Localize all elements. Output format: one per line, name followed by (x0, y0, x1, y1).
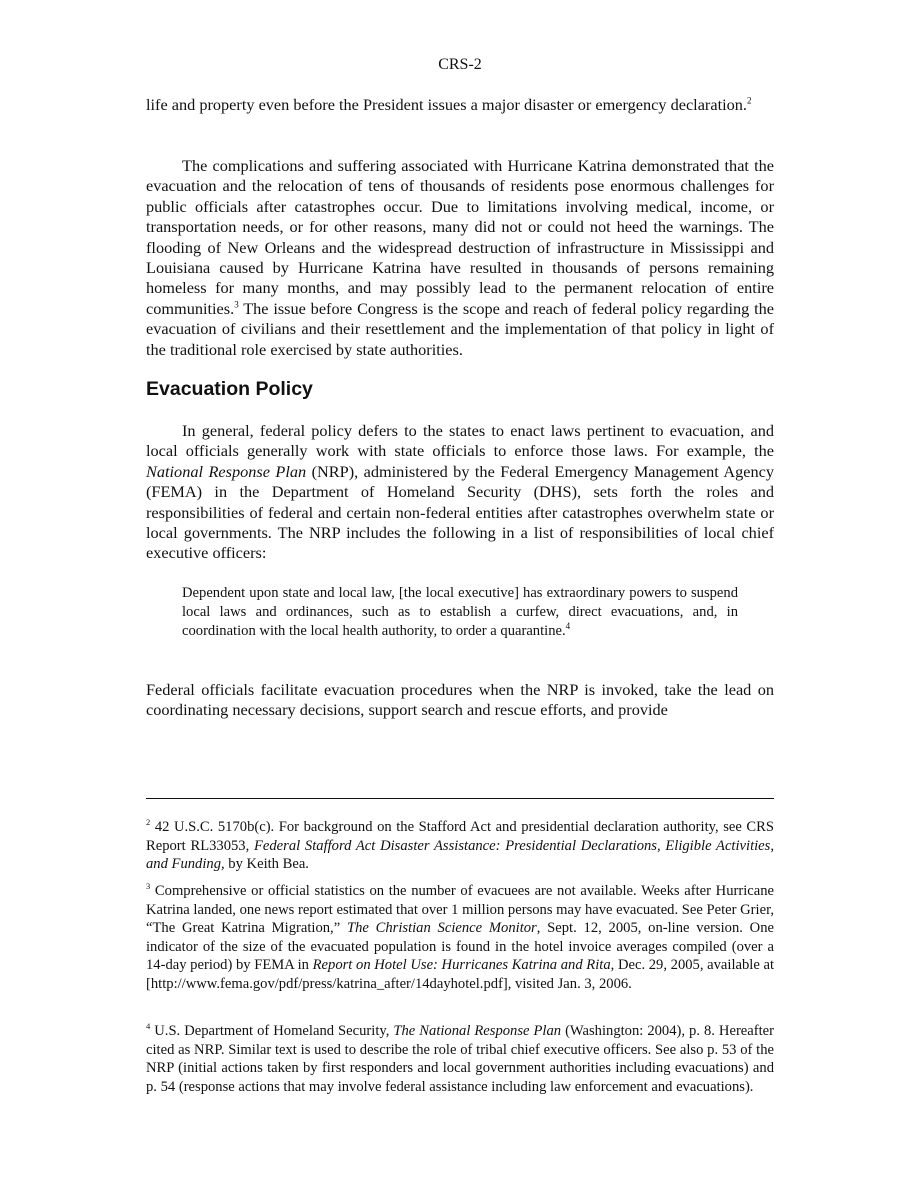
paragraph-text: The complications and suffering associated with Hurricane Katrina demonstrated that the evacuation and the relocation of tens of thousands of residents pose enormous challenges for public officials after catastrophes occur. Due to limitations involving medical, income, or transportation needs, or for other reasons, many did not or could not heed the warnings. The flooding of New Orleans and the widespread destruction of infrastructure in Mississippi and Louisiana caused by Hurricane Katrina have resulted in thousands of persons remaining homeless for many months, and may possibly lead to the permanent relocation of entire communities. (146, 156, 774, 318)
footnote-text: by Keith Bea. (224, 856, 309, 873)
document-title-italic: National Response Plan (146, 461, 307, 481)
footnote-divider (146, 798, 774, 799)
quote-text: Dependent upon state and local law, [the local executive] has extraordinary powers to suspend local laws and ordinances, such as to establish a curfew, direct evacuations, and, in coordination with the local health authority, to order a quarantine. (182, 585, 738, 639)
footnote-text: , Sept. 12, 2005, on-line version. One indicator of the size of the evacuated population is found in the hotel invoice averages compiled (over a 14-day period) by FEMA in (146, 920, 774, 974)
footnote-text: (Washington: 2004), p. 8. Hereafter cited as NRP. Similar text is used to describe the role of tribal chief executive officers. See also p. 53 of the NRP (initial actions taken by first responders and local government authorities including evacuations) and p. 54 (response actions that may involve federal assistance including law enforcement and evacuations). (146, 1023, 775, 1095)
footnote-italic: The Christian Science Monitor (346, 920, 537, 937)
paragraph-3 (146, 421, 774, 564)
paragraph-2 (146, 156, 774, 360)
paragraph-text: Federal officials facilitate evacuation procedures when the NRP is invoked, take the lead on coordinating necessary decisions, support search and rescue efforts, and provide (146, 680, 774, 720)
footnote-3 (146, 882, 774, 994)
footnote-2 (146, 818, 774, 874)
footnote-text: , Dec. 29, 2005, available at [http://www.fema.gov/pdf/press/katrina_after/14dayhotel.pdf], visited Jan. 3, 2006. (146, 957, 774, 992)
footnote-ref-2[interactable]: 2 (746, 95, 752, 106)
paragraph-1 (146, 95, 774, 115)
footnote-italic: The National Response Plan (393, 1023, 562, 1039)
paragraph-text: life and property even before the President issues a major disaster or emergency declaration. (146, 95, 747, 114)
footnote-number: 3 (146, 881, 151, 892)
paragraph-text: In general, federal policy defers to the states to enact laws pertinent to evacuation, and local officials generally work with state officials to enforce those laws. For example, the (146, 421, 774, 461)
footnote-number: 4 (146, 1021, 151, 1032)
footnote-text: Comprehensive or official statistics on the number of evacuees are not available. Weeks after Hurricane Katrina landed, one news report estimated that over 1 million persons may have evacuated. See Peter Grier, “The Great Katrina Migration,” (146, 883, 774, 937)
paragraph-text: The issue before Congress is the scope and reach of federal policy regarding the evacuation of civilians and their resettlement and the implementation of that policy in light of the traditional role exercised by state authorities. (146, 298, 774, 359)
footnote-text: 42 U.S.C. 5170b(c). For background on the Stafford Act and presidential declaration authority, see CRS Report RL33053, (146, 819, 774, 854)
page-number: CRS-2 (438, 56, 482, 73)
paragraph-4 (146, 680, 774, 721)
footnote-ref-4[interactable]: 4 (565, 620, 571, 631)
footnote-ref-3[interactable]: 3 (234, 299, 239, 310)
footnote-italic: Report on Hotel Use: Hurricanes Katrina and Rita (312, 957, 611, 974)
footnote-text: U.S. Department of Homeland Security, (150, 1023, 394, 1039)
footnote-number: 2 (146, 817, 151, 828)
footnote-4 (146, 1022, 774, 1096)
paragraph-text: (NRP), administered by the Federal Emergency Management Agency (FEMA) in the Department of Homeland Security (DHS), sets forth the roles and responsibilities of federal and certain non-federal entities after catastrophes overwhelm state or local governments. The NRP includes the following in a list of responsibilities of local chief executive officers: (146, 461, 774, 563)
section-heading: Evacuation Policy (146, 378, 313, 400)
footnote-italic: Federal Stafford Act Disaster Assistance: Presidential Declarations, Eligible Activities, and Funding, (146, 837, 774, 873)
page-header (0, 56, 920, 74)
block-quote (182, 584, 738, 640)
